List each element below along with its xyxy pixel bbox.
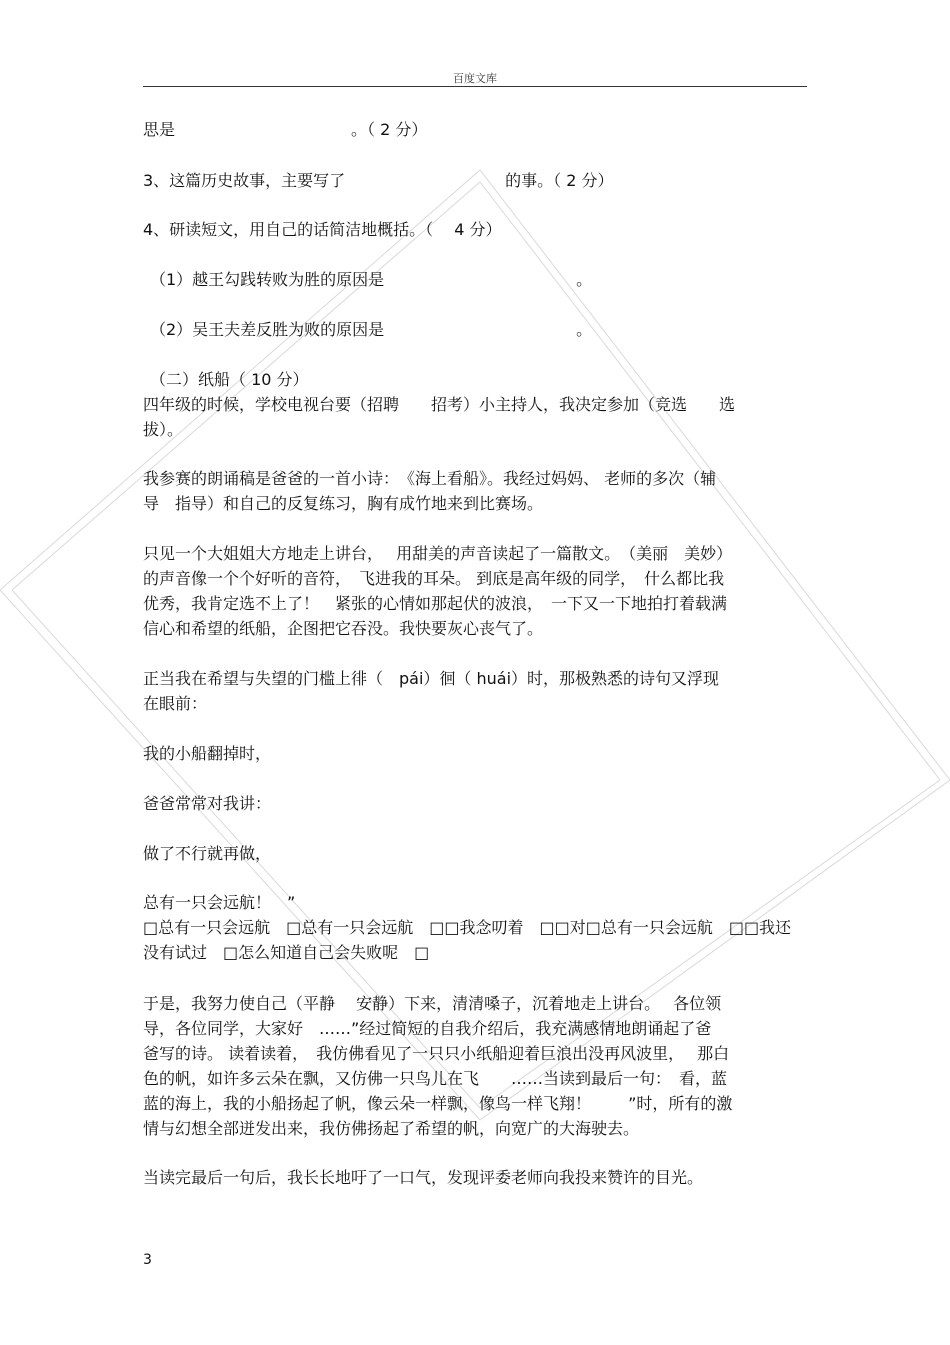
page-header: 百度文库	[453, 72, 497, 85]
question-4-2: （2）吴王夫差反胜为败的原因是 。	[150, 320, 593, 339]
section-2-title: （二）纸船（ 10 分）	[150, 370, 309, 389]
question-3: 3、这篇历史故事，主要写了 的事。（ 2 分）	[143, 171, 614, 190]
header-divider	[143, 86, 807, 87]
paragraph-7: 当读完最后一句后，我长长地吁了一口气，发现评委老师向我投来赞许的目光。	[143, 1168, 704, 1187]
paragraph-2: 我参赛的朗诵稿是爸爸的一首小诗： 《海上看船》。我经过妈妈、 老师的多次（辅 导 指导）和自己的反复练习，胸有成竹地来到比赛场。	[143, 469, 717, 513]
question-4-1: （1）越王勾践转败为胜的原因是 。	[150, 270, 593, 289]
paragraph-4: 正当我在希望与失望的门槛上徘（ pái）徊（ huái）时，那极熟悉的诗句又浮现 在眼前：	[143, 669, 720, 713]
question-4: 4、研读短文，用自己的话简洁地概括。（ 4 分）	[143, 220, 502, 239]
poem-line-4: 总有一只会远航！ ”	[143, 893, 296, 912]
paragraph-3: 只见一个大姐姐大方地走上讲台， 用甜美的声音读起了一篇散文。 （美丽 美妙） 的声音像一个个好听的音符， 飞进我的耳朵。 到底是高年级的同学， 什么都比我 优秀，我肯定选不上了！ 紧张的心情如那起伏的波浪， 一下又一下地拍打着载满 信心和希望的纸船，企图把它吞没。我快要灰心丧气了。	[143, 544, 733, 638]
question-2-tail: 思是 。（ 2 分）	[143, 120, 428, 139]
poem-line-2: 爸爸常常对我讲：	[143, 794, 272, 813]
paragraph-5: □总有一只会远航 □总有一只会远航 □□我念叨着 □□对□总有一只会远航 □□我还 没有试过 □怎么知道自己会失败呢 □	[143, 918, 792, 962]
paragraph-6: 于是，我努力使自己（平静 安静）下来，清清嗓子，沉着地走上讲台。 各位领 导，各位同学，大家好 ……”经过简短的自我介绍后，我充满感情地朗诵起了爸 爸写的诗。 读着读着， 我仿佛看见了一只只小纸船迎着巨浪出没再风波里， 那白 色的帆，如许多云朵在飘，又仿佛一只鸟儿在飞 ……当读到最后一句： 看，蓝 蓝的海上，我的小船扬起了帆，像云朵一样飘，像鸟一样飞翔！ ”时，所有的激 情与幻想全部迸发出来，我仿佛扬起了希望的帆，向宽广的大海驶去。	[143, 994, 733, 1138]
paragraph-1: 四年级的时候，学校电视台要（招聘 招考）小主持人，我决定参加（竞选 选 拔）。	[143, 395, 736, 439]
poem-line-1: 我的小船翻掉时，	[143, 744, 272, 763]
page-number: 3	[143, 1252, 152, 1268]
poem-line-3: 做了不行就再做，	[143, 844, 272, 863]
